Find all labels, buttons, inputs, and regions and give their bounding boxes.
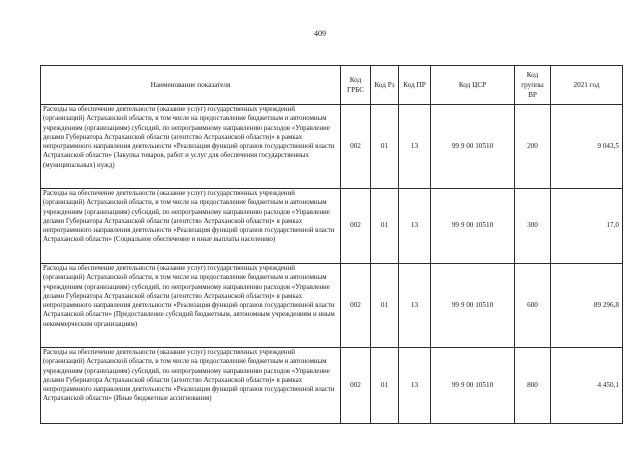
- row-pr: 13: [399, 105, 431, 189]
- header-year: 2021 год: [551, 66, 623, 105]
- row-rz: 01: [371, 264, 399, 348]
- row-grbs: 002: [341, 105, 371, 189]
- row-rz: 01: [371, 348, 399, 424]
- row-pr: 13: [399, 189, 431, 264]
- row-pr: 13: [399, 348, 431, 424]
- row-description: Расходы на обеспечение деятельности (оказание услуг) государственных учреждений (организаций) Астраханской области, в том числе на предоставление бюджетным и автономным учреждениям (организациям) субсидий, по непрограммному направлению расходов «Управление делами Губернатора Астраханской области (агентство Астраханской области)» в рамках непрограммного направления деятельности «Реализация функций органов государственной власти Астраханской области» (Закупка товаров, работ и услуг для обеспечения государственных (муниципальных) нужд): [41, 105, 341, 189]
- header-name: Наименование показателя: [41, 66, 341, 105]
- table-header-row: [41, 66, 623, 105]
- row-rz: 01: [371, 105, 399, 189]
- budget-table: [40, 65, 623, 424]
- row-csr: 99 9 00 10510: [431, 189, 515, 264]
- row-amount: 9 043,5: [551, 105, 623, 189]
- table-row: [41, 189, 623, 264]
- row-description: Расходы на обеспечение деятельности (оказание услуг) государственных учреждений (организаций) Астраханской области, в том числе на предоставление бюджетным и автономным учреждениям (организациям) субсидий, по непрограммному направлению расходов «Управление делами Губернатора Астраханской области (агентство Астраханской области)» в рамках непрограммного направления деятельности «Реализация функций органов государственной власти Астраханской области» (Иные бюджетные ассигнования): [41, 348, 341, 424]
- header-pr: Код ПР: [399, 66, 431, 105]
- row-description: Расходы на обеспечение деятельности (оказание услуг) государственных учреждений (организаций) Астраханской области, в том числе на предоставление бюджетным и автономным учреждениям (организациям) субсидий, по непрограммному направлению расходов «Управление делами Губернатора Астраханской области (агентство Астраханской области)» в рамках непрограммного направления деятельности «Реализация функций органов государственной власти Астраханской области» (Предоставление субсидий бюджетным, автономным учреждениям и иным некоммерческим организациям): [41, 264, 341, 348]
- row-vr: 600: [515, 264, 551, 348]
- row-pr: 13: [399, 264, 431, 348]
- table-row: [41, 264, 623, 348]
- row-amount: 4 450,1: [551, 348, 623, 424]
- row-grbs: 002: [341, 264, 371, 348]
- header-csr: Код ЦСР: [431, 66, 515, 105]
- row-amount: 17,0: [551, 189, 623, 264]
- page-number: 409: [314, 29, 326, 38]
- row-vr: 300: [515, 189, 551, 264]
- row-csr: 99 9 00 10510: [431, 105, 515, 189]
- row-grbs: 002: [341, 348, 371, 424]
- row-grbs: 002: [341, 189, 371, 264]
- row-csr: 99 9 00 10510: [431, 348, 515, 424]
- row-description: Расходы на обеспечение деятельности (оказание услуг) государственных учреждений (организаций) Астраханской области, в том числе на предоставление бюджетным и автономным учреждениям (организациям) субсидий, по непрограммному направлению расходов «Управление делами Губернатора Астраханской области (агентство Астраханской области)» в рамках непрограммного направления деятельности «Реализация функций органов государственной власти Астраханской области» (Социальное обеспечение и иные выплаты населению): [41, 189, 341, 264]
- table-row: [41, 348, 623, 424]
- row-vr: 200: [515, 105, 551, 189]
- header-vr: Код группы ВР: [515, 66, 551, 105]
- table-row: [41, 105, 623, 189]
- row-vr: 800: [515, 348, 551, 424]
- row-amount: 89 296,8: [551, 264, 623, 348]
- header-rz: Код Рз: [371, 66, 399, 105]
- row-rz: 01: [371, 189, 399, 264]
- row-csr: 99 9 00 10510: [431, 264, 515, 348]
- header-grbs: Код ГРБС: [341, 66, 371, 105]
